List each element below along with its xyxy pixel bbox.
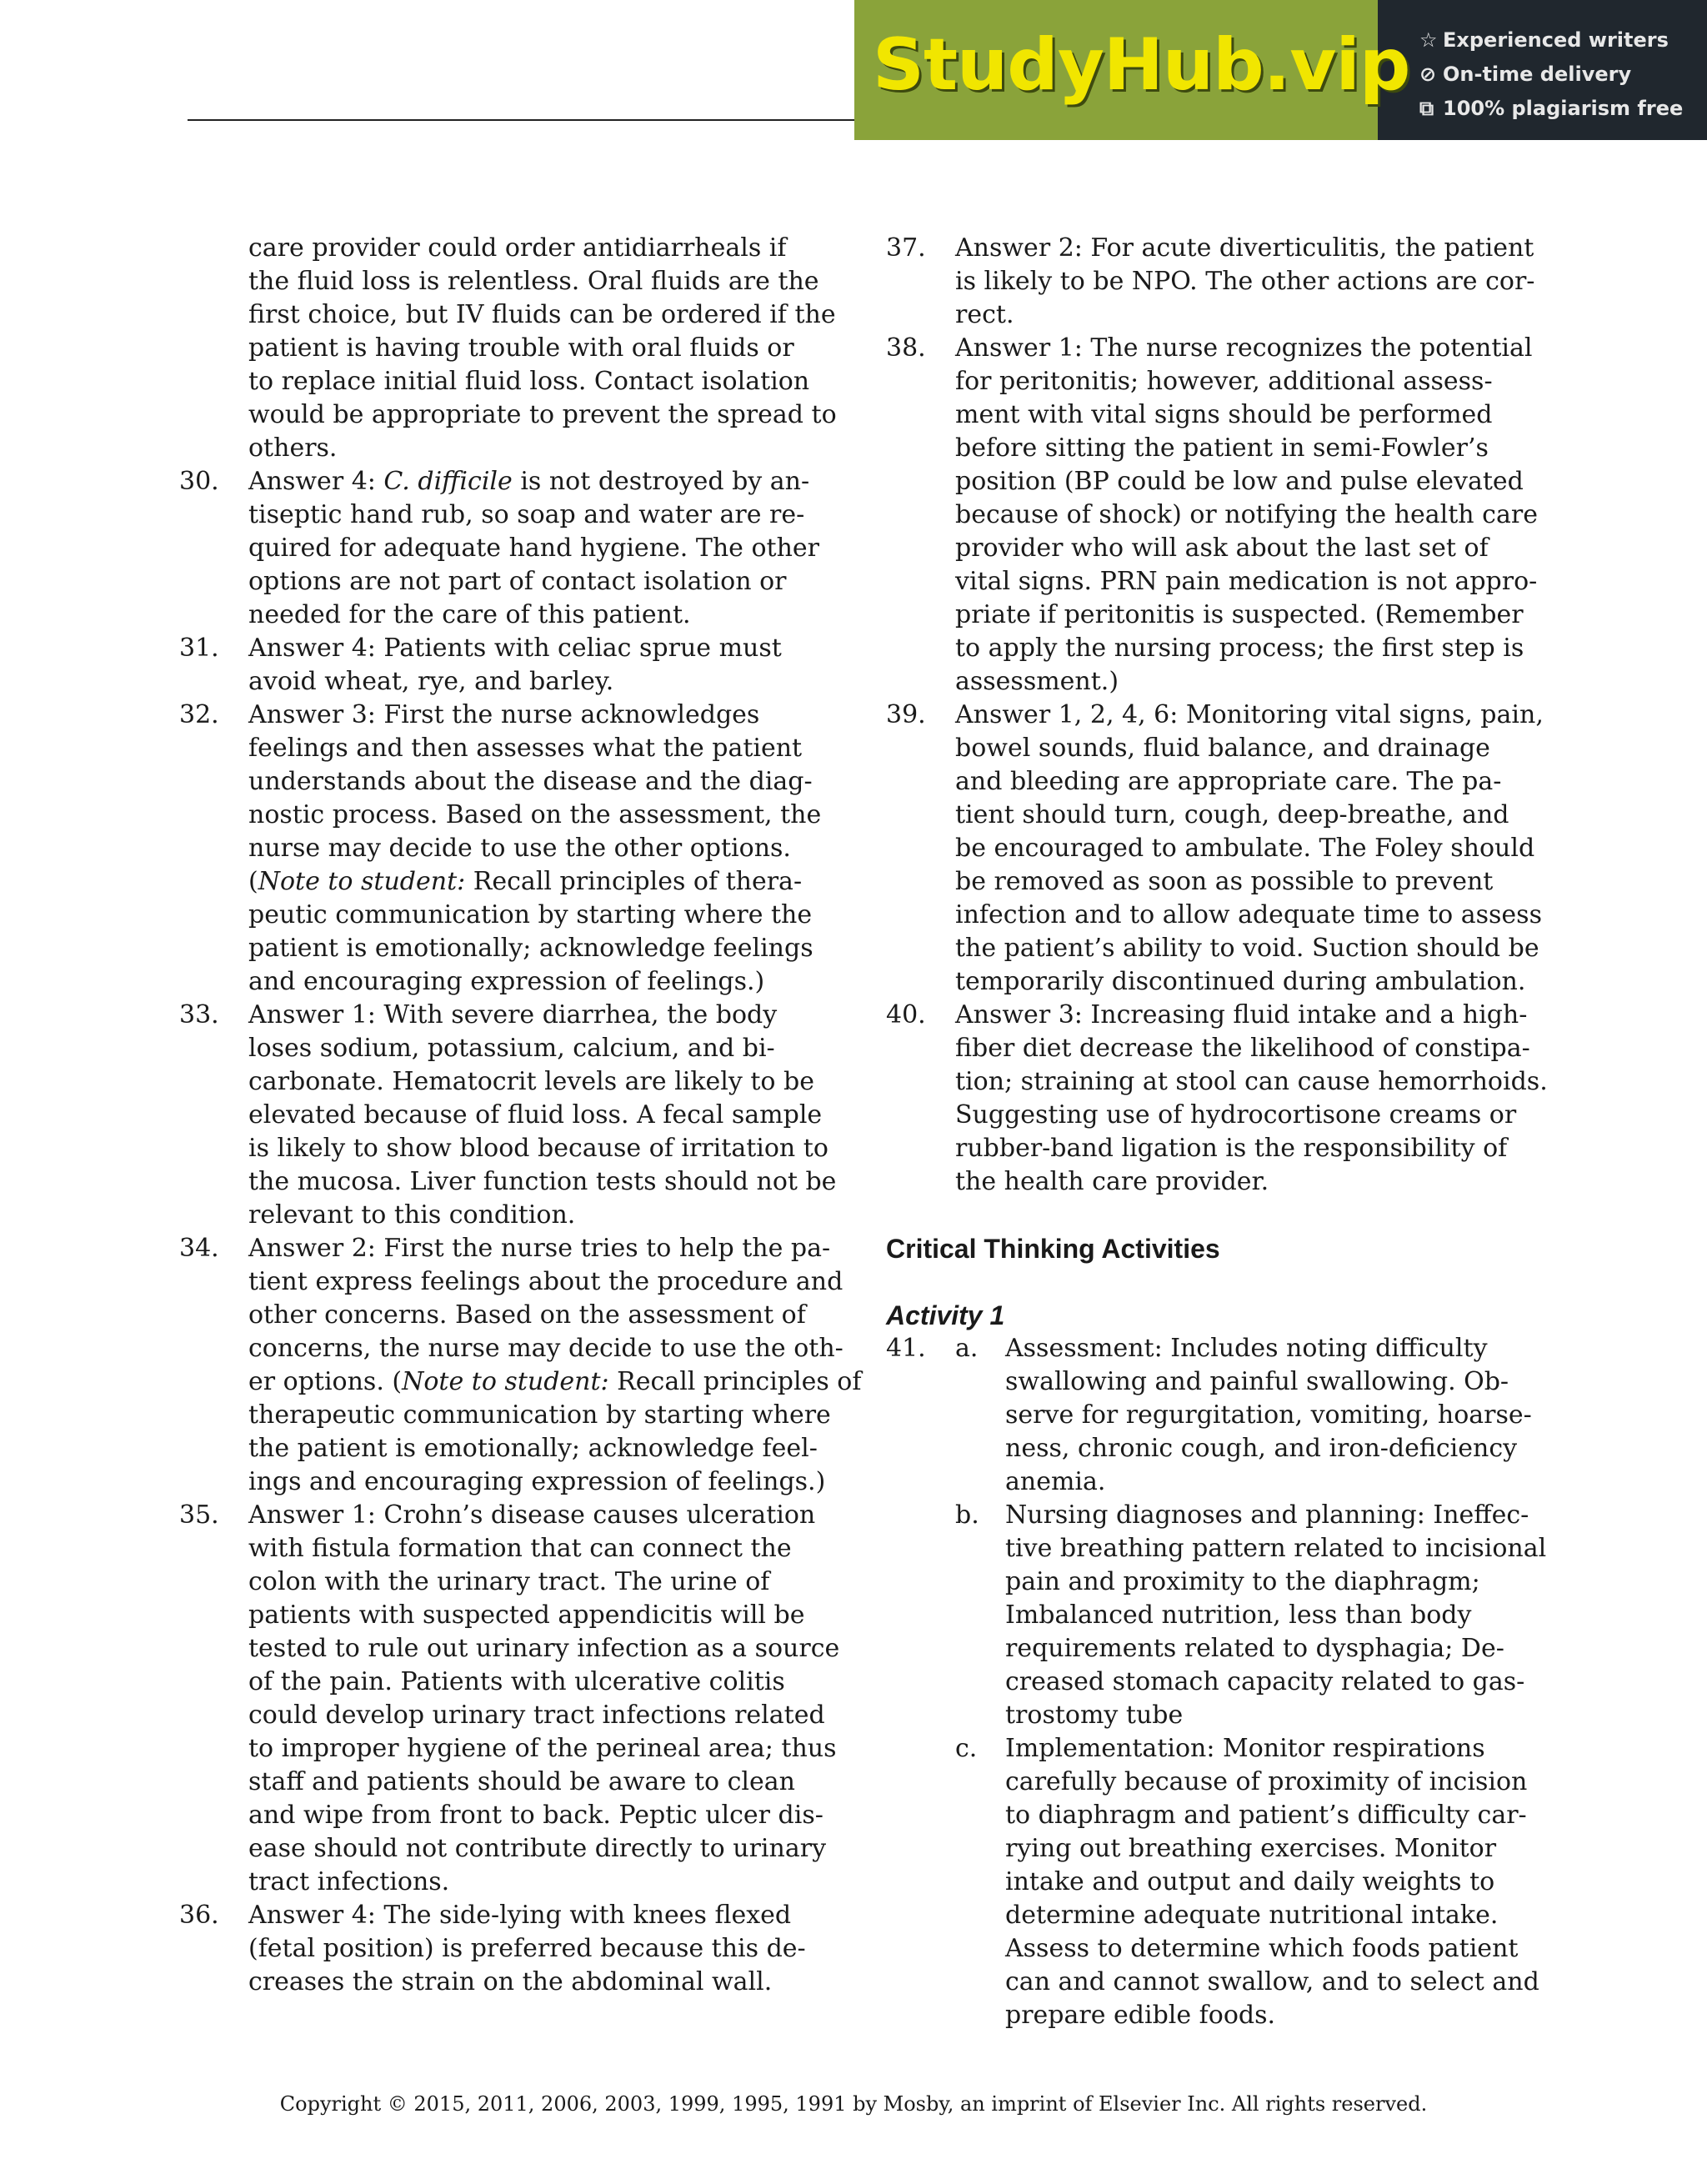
text-line: and encouraging expression of feelings.) — [248, 967, 765, 996]
text-line: patients with suspected appendicitis will be — [248, 1600, 805, 1630]
answer-item — [886, 1332, 1547, 2032]
text-line: would be appropriate to prevent the spread to — [248, 400, 837, 429]
section-heading: Critical Thinking Activities — [886, 1234, 1220, 1264]
text-line: options are not part of contact isolation or — [248, 567, 787, 596]
text-line: care provider could order antidiarrheals if — [248, 233, 787, 263]
feature-experienced-writers — [1419, 23, 1707, 58]
italic-phrase: C. difficile — [383, 467, 513, 496]
text-line: of the pain. Patients with ulcerative colitis — [248, 1667, 785, 1696]
text-line: ease should not contribute directly to urinary — [248, 1834, 827, 1863]
text-line: concerns, the nurse may decide to use the oth- — [248, 1334, 843, 1363]
text-line: tion; straining at stool can cause hemorrhoids. — [955, 1067, 1548, 1096]
text-line: to diaphragm and patient’s difficulty car- — [1005, 1801, 1527, 1830]
text-line: tiseptic hand rub, so soap and water are re- — [248, 500, 805, 529]
item-number: 35. — [179, 1500, 219, 1530]
text-line: (fetal position) is preferred because this de- — [248, 1934, 806, 1963]
item-text — [955, 232, 1534, 332]
text-line: fiber diet decrease the likelihood of constipa- — [955, 1034, 1530, 1063]
text-line: position (BP could be low and pulse elevated — [955, 467, 1524, 496]
item-number: 41. — [886, 1334, 926, 1363]
item-text — [248, 999, 836, 1232]
feature-label: On-time delivery — [1443, 63, 1632, 86]
text-line: avoid wheat, rye, and barley. — [248, 667, 614, 696]
text-line: intake and output and daily weights to — [1005, 1867, 1495, 1896]
item-subparts — [955, 1332, 1546, 2032]
text-line: determine adequate nutritional intake. — [1005, 1901, 1499, 1930]
text-line: tient express feelings about the procedure and — [248, 1267, 843, 1296]
answer-item — [179, 1232, 862, 1499]
item-text — [248, 1499, 839, 1899]
text-line: the health care provider. — [955, 1167, 1269, 1196]
item-text — [955, 332, 1538, 699]
text-line: Answer 2: First the nurse tries to help the pa- — [248, 1234, 831, 1263]
italic-phrase: Note to student: — [402, 1367, 609, 1396]
answer-item — [886, 232, 1544, 332]
text-line: because of shock) or notifying the health care — [955, 500, 1538, 529]
answer-item — [179, 1499, 840, 1899]
activity-heading: Activity 1 — [886, 1300, 1005, 1330]
subpart-item — [955, 1732, 1546, 2032]
text-line: to improper hygiene of the perineal area; thus — [248, 1734, 837, 1763]
text-line: Assess to determine which foods patient — [1005, 1934, 1519, 1963]
clock-icon: ⊘ — [1419, 63, 1437, 86]
answer-item — [179, 632, 829, 699]
text-line: bowel sounds, fluid balance, and drainage — [955, 734, 1490, 763]
text-line: elevated because of fluid loss. A fecal sample — [248, 1100, 823, 1130]
text-line: to replace initial fluid loss. Contact isolation — [248, 367, 810, 396]
subpart-text — [1005, 1332, 1532, 1499]
text-line: nurse may decide to use the other options. — [248, 834, 791, 863]
text-line: Answer 1: Crohn’s disease causes ulceration — [248, 1500, 816, 1530]
text-line: priate if peritonitis is suspected. (Remember — [955, 600, 1524, 629]
text-line: Implementation: Monitor respirations — [1005, 1734, 1485, 1763]
item-number: 36. — [179, 1901, 219, 1930]
studyhub-logo: StudyHub.vip — [873, 23, 1410, 107]
text-line: requirements related to dysphagia; De- — [1005, 1634, 1504, 1663]
item-number: 40. — [886, 1000, 926, 1029]
answer-item — [179, 1899, 829, 1999]
text-line: needed for the care of this patient. — [248, 600, 691, 629]
text-line: is likely to show blood because of irritation to — [248, 1134, 828, 1163]
text-line: first choice, but IV fluids can be ordered if the — [248, 300, 836, 329]
answer-item — [179, 465, 829, 632]
text-line: Answer 1: The nurse recognizes the potential — [955, 333, 1533, 363]
text-line: Answer 3: Increasing fluid intake and a high- — [955, 1000, 1528, 1029]
answer-item — [886, 332, 1544, 699]
item-text — [248, 699, 821, 999]
text-line: could develop urinary tract infections related — [248, 1701, 825, 1730]
text-line: tested to rule out urinary infection as a source — [248, 1634, 840, 1663]
text-line: peutic communication by starting where the — [248, 900, 813, 929]
text-line: to apply the nursing process; the first step is — [955, 634, 1524, 663]
text-line: ness, chronic cough, and iron-deficiency — [1005, 1434, 1518, 1463]
feature-plagiarism-free — [1419, 92, 1707, 126]
text-line: creased stomach capacity related to gas- — [1005, 1667, 1525, 1696]
continuation-item — [179, 232, 837, 465]
star-icon: ☆ — [1419, 28, 1438, 52]
item-number: 31. — [179, 634, 219, 663]
copyright-footer: Copyright © 2015, 2011, 2006, 2003, 1999, 1995, 1991 by Mosby, an imprint of Elsevier Inc. All rights reserved. — [279, 2092, 1428, 2116]
text-line: be encouraged to ambulate. The Foley should — [955, 834, 1535, 863]
text-line: relevant to this condition. — [248, 1200, 576, 1230]
text-line: and bleeding are appropriate care. The pa- — [955, 767, 1502, 796]
text-line: creases the strain on the abdominal wall. — [248, 1967, 773, 1996]
text-line: the patient’s ability to void. Suction should be — [955, 934, 1539, 963]
subpart-item — [955, 1499, 1546, 1732]
text-line: Answer 4: The side-lying with knees flexed — [248, 1901, 792, 1930]
text-line: Answer 1: With severe diarrhea, the body — [248, 1000, 778, 1029]
text-line: carbonate. Hematocrit levels are likely to be — [248, 1067, 814, 1096]
text-line: before sitting the patient in semi-Fowler’s — [955, 433, 1489, 463]
item-number: 37. — [886, 233, 926, 263]
text-line: the mucosa. Liver function tests should not be — [248, 1167, 837, 1196]
text-line: temporarily discontinued during ambulation. — [955, 967, 1526, 996]
text-line: Answer 3: First the nurse acknowledges — [248, 700, 760, 729]
subpart-item — [955, 1332, 1546, 1499]
answer-item — [179, 999, 837, 1232]
studyhub-banner[interactable] — [854, 0, 1707, 140]
text-line: be removed as soon as possible to prevent — [955, 867, 1494, 896]
text-line: rect. — [955, 300, 1014, 329]
text-line: Answer 4: Patients with celiac sprue must — [248, 634, 782, 663]
answer-item — [179, 699, 829, 999]
item-text — [955, 699, 1544, 999]
text-line: loses sodium, potassium, calcium, and bi- — [248, 1034, 775, 1063]
item-number: 34. — [179, 1234, 219, 1263]
item-number: 30. — [179, 467, 219, 496]
text-line: rying out breathing exercises. Monitor — [1005, 1834, 1497, 1863]
text-line: infection and to allow adequate time to assess — [955, 900, 1542, 929]
subpart-letter: c. — [955, 1734, 978, 1763]
text-line: feelings and then assesses what the patient — [248, 734, 803, 763]
text-line: Assessment: Includes noting difficulty — [1005, 1334, 1488, 1363]
text-line: rubber-band ligation is the responsibility of — [955, 1134, 1508, 1163]
text-line: Answer 4: C. difficile is not destroyed by an- — [248, 467, 810, 496]
text-line: Answer 1, 2, 4, 6: Monitoring vital signs, pain, — [955, 700, 1544, 729]
text-line: trostomy tube — [1005, 1701, 1184, 1730]
italic-phrase: Note to student: — [258, 867, 466, 896]
text-line: understands about the disease and the diag- — [248, 767, 813, 796]
item-number — [179, 232, 248, 465]
left-column — [179, 232, 862, 1999]
text-line: can and cannot swallow, and to select and — [1005, 1967, 1539, 1996]
item-text — [955, 999, 1548, 1199]
feature-on-time-delivery — [1419, 58, 1707, 92]
text-line: vital signs. PRN pain medication is not appro- — [955, 567, 1538, 596]
text-line: ment with vital signs should be performed — [955, 400, 1493, 429]
item-number: 33. — [179, 1000, 219, 1029]
text-line: staff and patients should be aware to clean — [248, 1767, 795, 1796]
text-line: Suggesting use of hydrocortisone creams or — [955, 1100, 1517, 1130]
text-line: other concerns. Based on the assessment of — [248, 1300, 806, 1330]
text-line: and wipe from front to back. Peptic ulcer dis- — [248, 1801, 823, 1830]
text-line: the fluid loss is relentless. Oral fluids are the — [248, 267, 819, 296]
subpart-text — [1005, 1499, 1546, 1732]
text-line: prepare edible foods. — [1005, 2001, 1276, 2030]
answer-item — [886, 699, 1544, 999]
banner-brand — [854, 0, 1410, 140]
text-line: provider who will ask about the last set of — [955, 533, 1489, 563]
subpart-text — [1005, 1732, 1539, 2032]
text-line: Answer 2: For acute diverticulitis, the patient — [955, 233, 1534, 263]
text-line: serve for regurgitation, vomiting, hoarse- — [1005, 1400, 1532, 1430]
text-line: Nursing diagnoses and planning: Ineffec- — [1005, 1500, 1529, 1530]
item-text — [248, 1232, 861, 1499]
copy-icon: ⧉ — [1419, 97, 1434, 120]
feature-label: 100% plagiarism free — [1443, 97, 1684, 120]
text-line: is likely to be NPO. The other actions are cor- — [955, 267, 1535, 296]
item-number: 38. — [886, 333, 926, 363]
feature-label: Experienced writers — [1443, 28, 1669, 52]
header-rule — [188, 119, 854, 121]
subpart-letter: a. — [955, 1334, 979, 1363]
text-line: swallowing and painful swallowing. Ob- — [1005, 1367, 1509, 1396]
text-line: Imbalanced nutrition, less than body — [1005, 1600, 1472, 1630]
item-text — [248, 232, 837, 465]
text-line: ings and encouraging expression of feelings.) — [248, 1467, 826, 1496]
text-line: for peritonitis; however, additional assess- — [955, 367, 1493, 396]
item-text — [248, 1899, 806, 1999]
text-line: carefully because of proximity of incision — [1005, 1767, 1528, 1796]
text-line: pain and proximity to the diaphragm; — [1005, 1567, 1480, 1596]
text-line: nostic process. Based on the assessment, the — [248, 800, 822, 829]
text-line: colon with the urinary tract. The urine of — [248, 1567, 770, 1596]
text-line: er options. (Note to student: Recall principles of — [248, 1367, 862, 1396]
text-line: patient is having trouble with oral fluids or — [248, 333, 794, 363]
text-line: (Note to student: Recall principles of thera- — [248, 867, 803, 896]
item-number: 32. — [179, 700, 219, 729]
text-line: tive breathing pattern related to incisional — [1005, 1534, 1547, 1563]
text-line: quired for adequate hand hygiene. The other — [248, 533, 819, 563]
text-line: the patient is emotionally; acknowledge feel- — [248, 1434, 818, 1463]
item-text — [248, 632, 782, 699]
answer-item — [886, 999, 1548, 1199]
text-line: tract infections. — [248, 1867, 450, 1896]
text-line: with fistula formation that can connect the — [248, 1534, 792, 1563]
subpart-letter: b. — [955, 1500, 979, 1530]
text-line: therapeutic communication by starting where — [248, 1400, 831, 1430]
item-number: 39. — [886, 700, 926, 729]
text-line: tient should turn, cough, deep-breathe, and — [955, 800, 1509, 829]
item-text — [248, 465, 819, 632]
text-line: others. — [248, 433, 338, 463]
text-line: patient is emotionally; acknowledge feelings — [248, 934, 813, 963]
text-line: assessment.) — [955, 667, 1119, 696]
text-line: anemia. — [1005, 1467, 1106, 1496]
right-column — [886, 232, 1548, 2032]
banner-features — [1378, 0, 1707, 140]
